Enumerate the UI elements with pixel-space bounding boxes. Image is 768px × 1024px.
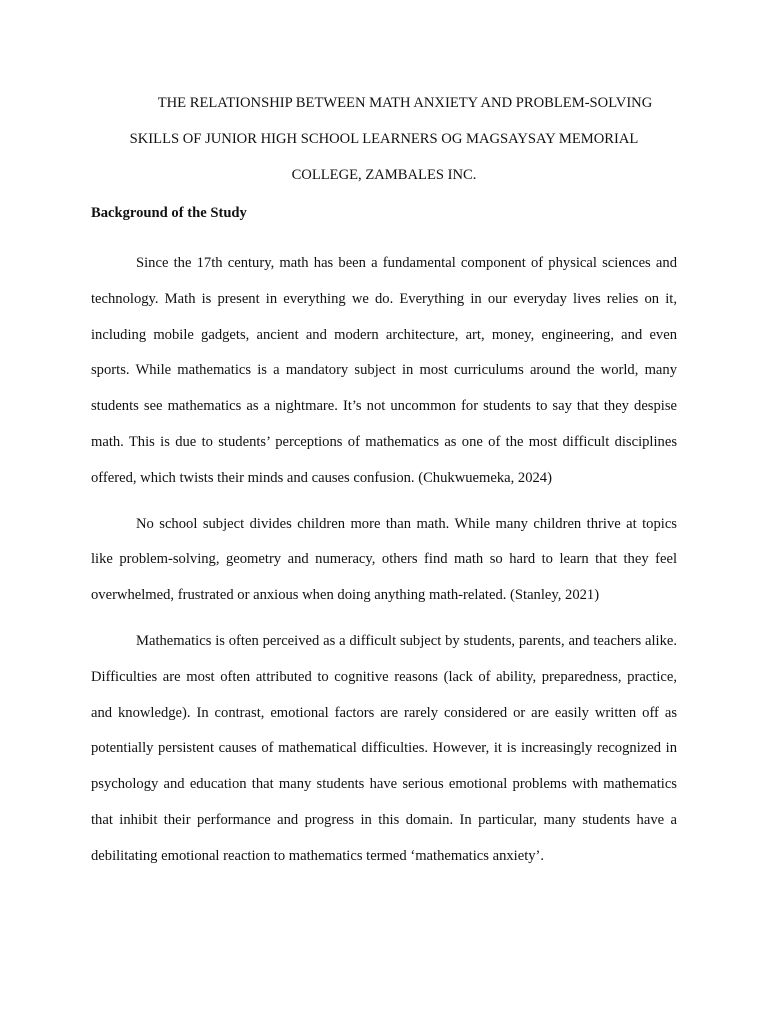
title-line-2: SKILLS OF JUNIOR HIGH SCHOOL LEARNERS OG MAGSAYSAY MEMORIAL: [129, 131, 639, 147]
title-line-3: COLLEGE, ZAMBALES INC.: [291, 167, 477, 183]
paragraph-2: No school subject divides children more than math. While many children thrive at topics like problem-solving, geometry and numeracy, others find math so hard to learn that they feel overwhelmed, frustrated or anxious when doing anything math-related. (Stanley, 2021): [91, 515, 677, 604]
section-heading: Background of the Study: [91, 205, 247, 221]
paragraph-1: Since the 17th century, math has been a fundamental component of physical sciences and technology. Math is present in everything we do. Everything in our everyday lives relies on it, including mobile gadgets, ancient and modern architecture, art, money, engineering, and even sports. While mathematics is a mandatory subject in most curriculums around the world, many students see mathematics as a nightmare. It’s not uncommon for students to say that they despise math. This is due to students’ perceptions of mathematics as one of the most difficult disciplines offered, which twists their minds and causes confusion. (Chukwuemeka, 2024): [91, 255, 677, 486]
title-line-1: THE RELATIONSHIP BETWEEN MATH ANXIETY AND PROBLEM-SOLVING: [157, 95, 653, 111]
document-title: [91, 85, 677, 193]
paragraph-3: Mathematics is often perceived as a difficult subject by students, parents, and teachers alike. Difficulties are most often attributed to cognitive reasons (lack of ability, preparedness, practice, and knowledge). In contrast, emotional factors are rarely considered or are easily written off as potentially persistent causes of mathematical difficulties. However, it is increasingly recognized in psychology and education that many students have serious emotional problems with mathematics that inhibit their performance and progress in this domain. In particular, many students have a debilitating emotional reaction to mathematics termed ‘mathematics anxiety’.: [91, 632, 677, 864]
